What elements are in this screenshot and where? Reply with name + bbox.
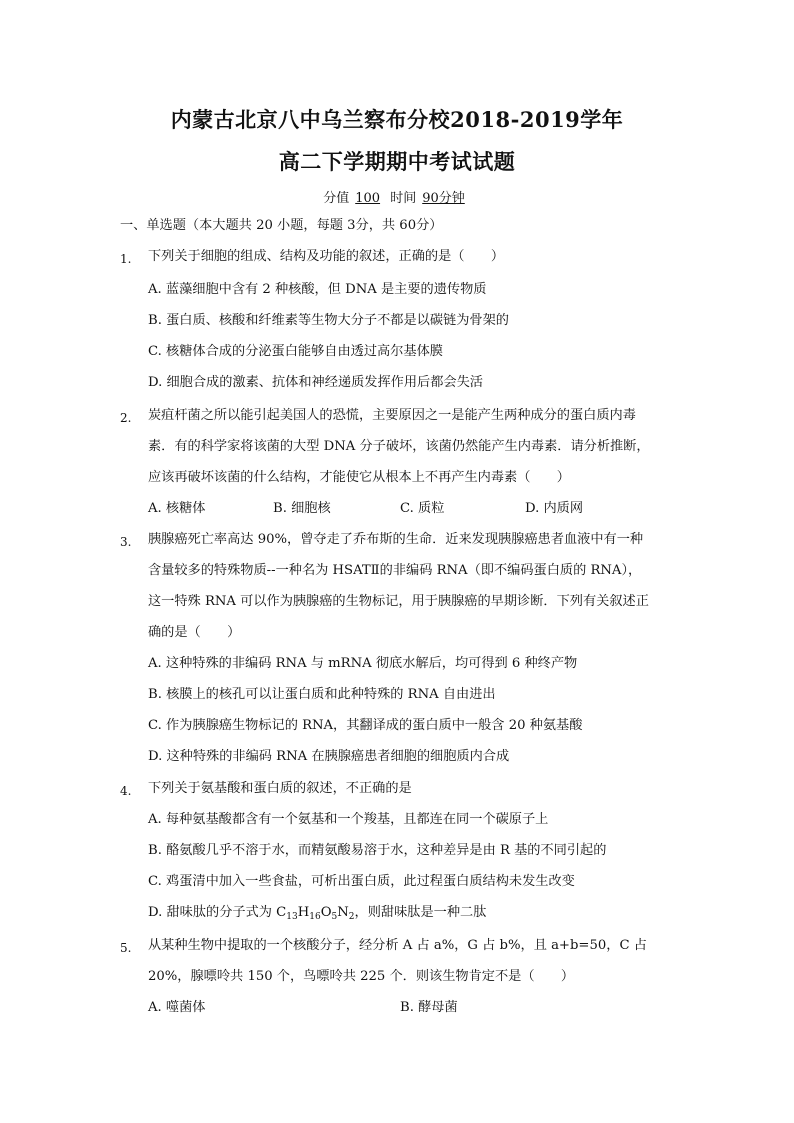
option-c: C. 质粒 <box>400 501 445 516</box>
option-c: C. 鸡蛋清中加入一些食盐，可析出蛋白质，此过程蛋白质结构未发生改变 <box>148 874 575 889</box>
formula-element: H <box>297 905 310 920</box>
option-a: A. 这种特殊的非编码 RNA 与 mRNA 彻底水解后，均可得到 6 种终产物 <box>148 656 578 671</box>
formula-element: O <box>320 905 332 920</box>
option-c: C. 作为胰腺癌生物标记的 RNA，其翻译成的蛋白质中一般含 20 种氨基酸 <box>148 718 583 733</box>
question-number: 4. <box>120 784 132 798</box>
question-stem: 下列关于细胞的组成、结构及功能的叙述，正确的是（ ） <box>148 249 505 264</box>
option-b: B. 核膜上的核孔可以让蛋白质和此种特殊的 RNA 自由进出 <box>148 687 496 702</box>
formula-subscript: 5 <box>331 912 338 922</box>
question-stem: 20%，腺嘌呤共 150 个，鸟嘌呤共 225 个．则该生物肯定不是（ ） <box>148 969 575 984</box>
question-number: 3. <box>120 535 132 549</box>
option-d: D. 细胞合成的激素、抗体和神经递质发挥作用后都会失活 <box>148 375 483 390</box>
question-stem: 下列关于氨基酸和蛋白质的叙述，不正确的是 <box>148 781 412 796</box>
option-d-suffix: ，则甜味肽是一种二肽 <box>354 905 487 920</box>
option-b: B. 酪氨酸几乎不溶于水，而精氨酸易溶于水，这种差异是由 R 基的不同引起的 <box>148 843 607 858</box>
time-label: 时间 <box>390 191 417 206</box>
question-stem: 这一特殊 RNA 可以作为胰腺癌的生物标记，用于胰腺癌的早期诊断．下列有关叙述正 <box>148 594 649 609</box>
question-stem: 从某种生物中提取的一个核酸分子，经分析 A 占 a%，G 占 b%，且 a+b=50，C 占 <box>148 938 647 953</box>
option-b: B. 酵母菌 <box>400 1000 458 1015</box>
score-value: 100 <box>355 191 381 206</box>
section-heading: 一、单选题（本大题共 20 小题，每题 3分，共 60分） <box>120 218 443 233</box>
question-number: 2. <box>120 411 132 425</box>
question-stem: 确的是（ ） <box>148 625 241 640</box>
option-b: B. 细胞核 <box>273 501 331 516</box>
option-d: D. 这种特殊的非编码 RNA 在胰腺癌患者细胞的细胞质内合成 <box>148 749 510 764</box>
option-b: B. 蛋白质、核酸和纤维素等生物大分子不都是以碳链为骨架的 <box>148 313 509 328</box>
option-d-prefix: D. 甜味肽的分子式为 C <box>148 905 287 920</box>
question-stem: 胰腺癌死亡率高达 90%，曾夺走了乔布斯的生命．近来发现胰腺癌患者血液中有一种 <box>148 532 644 547</box>
question-number: 1. <box>120 252 132 266</box>
option-d <box>148 904 486 926</box>
option-c: C. 核糖体合成的分泌蛋白能够自由透过高尔基体膜 <box>148 344 443 359</box>
option-a: A. 噬菌体 <box>148 1000 206 1015</box>
option-a: A. 核糖体 <box>148 501 206 516</box>
question-stem: 应该再破坏该菌的什么结构，才能使它从根本上不再产生内毒素（ ） <box>148 470 570 485</box>
exam-title-line2: 高二下学期期中考试试题 <box>278 149 516 174</box>
question-stem: 含量较多的特殊物质--一种名为 HSATⅡ的非编码 RNA（即不编码蛋白质的 RNA）， <box>148 563 642 578</box>
exam-title-line1: 内蒙古北京八中乌兰察布分校2018-2019学年 <box>170 107 624 132</box>
formula-subscript: 2 <box>348 912 355 922</box>
formula-subscript: 16 <box>309 912 321 922</box>
question-number: 5. <box>120 941 132 955</box>
score-time-line <box>0 187 794 206</box>
formula-subscript: 13 <box>286 912 298 922</box>
option-d: D. 内质网 <box>525 501 584 516</box>
question-stem: 素．有的科学家将该菌的大型 DNA 分子破坏，该菌仍然能产生内毒素．请分析推断， <box>148 439 650 454</box>
option-a: A. 蓝藻细胞中含有 2 种核酸，但 DNA 是主要的遗传物质 <box>148 282 487 297</box>
question-stem: 炭疽杆菌之所以能引起美国人的恐慌，主要原因之一是能产生两种成分的蛋白质内毒 <box>148 408 636 423</box>
score-label: 分值 <box>323 191 350 206</box>
time-value: 90分钟 <box>422 191 465 206</box>
option-a: A. 每种氨基酸都含有一个氨基和一个羧基，且都连在同一个碳原子上 <box>148 812 549 827</box>
formula-element: N <box>337 905 349 920</box>
